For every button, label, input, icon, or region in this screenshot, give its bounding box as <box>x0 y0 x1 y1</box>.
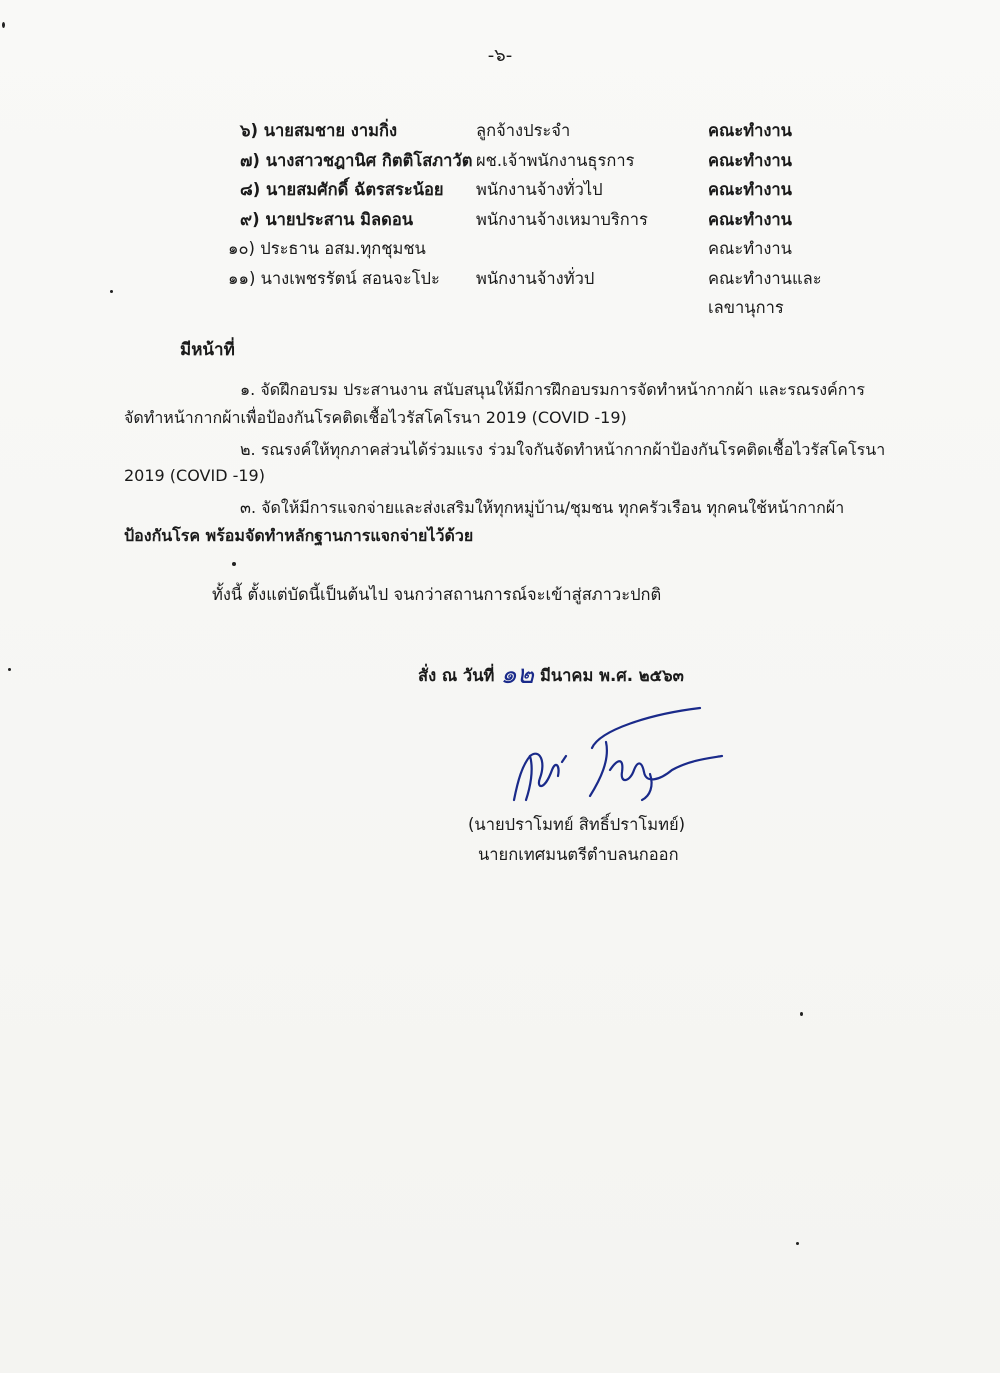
member-role: คณะทำงาน <box>708 209 792 229</box>
member-row <box>0 118 1000 148</box>
member-name: ๗) นางสาวชฎานิศ กิตติโสภาวัต <box>240 150 473 170</box>
scan-speck <box>232 562 236 566</box>
member-row <box>0 177 1000 207</box>
order-date-day: ๑๒ <box>500 660 535 690</box>
member-name: ๑๐) ประธาน อสม.ทุกชุมชน <box>228 239 426 258</box>
member-row <box>0 148 1000 178</box>
member-position: พนักงานจ้างเหมาบริการ <box>476 209 648 229</box>
duty-3-line-2: ป้องกันโรค พร้อมจัดทำหลักฐานการแจกจ่ายไว้ด้วย <box>124 526 474 545</box>
member-position: พนักงานจ้างทั่วป <box>476 268 595 288</box>
order-date-prefix: สั่ง ณ วันที่ <box>418 666 495 685</box>
scan-speck <box>2 22 5 28</box>
duty-2-line-1: ๒. รณรงค์ให้ทุกภาคส่วนได้ร่วมแรง ร่วมใจกันจัดทำหน้ากากผ้าป้องกันโรคติดเชื้อไวรัสโคโรนา <box>240 440 886 459</box>
member-role-continued: เลขานุการ <box>708 297 784 317</box>
member-position: พนักงานจ้างทั่วไป <box>476 180 603 199</box>
duties-heading: มีหน้าที่ <box>180 340 235 360</box>
member-role: คณะทำงาน <box>708 239 792 258</box>
scan-speck <box>796 1242 799 1245</box>
member-role: คณะทำงาน <box>708 121 792 140</box>
member-position: ลูกจ้างประจำ <box>476 121 571 140</box>
member-role: คณะทำงานและ <box>708 268 822 288</box>
scan-speck <box>8 668 11 671</box>
page-number: -๖- <box>487 45 513 66</box>
handwritten-signature <box>500 700 740 820</box>
member-name: ๖) นายสมชาย งามกิ่ง <box>240 121 398 140</box>
member-row <box>0 207 1000 237</box>
closing-statement: ทั้งนี้ ตั้งแต่บัดนี้เป็นต้นไป จนกว่าสถานการณ์จะเข้าสู่สภาวะปกติ <box>212 585 662 604</box>
signer-name: (นายปราโมทย์ สิทธิ์ปราโมทย์) <box>468 815 686 834</box>
member-name: ๘) นายสมศักดิ์ ฉัตรสระน้อย <box>240 180 444 199</box>
duty-3-line-1: ๓. จัดให้มีการแจกจ่ายและส่งเสริมให้ทุกหมู่บ้าน/ชุมชน ทุกครัวเรือน ทุกคนใช้หน้ากากผ้า <box>240 498 845 517</box>
member-role: คณะทำงาน <box>708 180 792 199</box>
member-row <box>0 236 1000 266</box>
order-date-suffix: มีนาคม พ.ศ. ๒๕๖๓ <box>540 666 684 685</box>
member-name: ๙) นายประสาน มิลดอน <box>240 209 414 229</box>
member-position: ผช.เจ้าพนักงานธุรการ <box>476 150 635 170</box>
duty-1-line-2: จัดทำหน้ากากผ้าเพื่อป้องกันโรคติดเชื้อไวรัสโคโรนา 2019 (COVID -19) <box>124 408 627 427</box>
scan-speck <box>800 1012 803 1016</box>
order-date <box>418 652 684 693</box>
member-role: คณะทำงาน <box>708 150 792 170</box>
member-name: ๑๑) นางเพชรรัตน์ สอนจะโปะ <box>228 268 440 288</box>
signer-title: นายกเทศมนตรีตำบลนกออก <box>478 845 679 864</box>
duty-2-line-2: 2019 (COVID -19) <box>124 466 265 485</box>
duty-1-line-1: ๑. จัดฝึกอบรม ประสานงาน สนับสนุนให้มีการฝึกอบรมการจัดทำหน้ากากผ้า และรณรงค์การ <box>240 380 865 399</box>
member-row <box>0 266 1000 317</box>
committee-member-list <box>0 118 1000 317</box>
